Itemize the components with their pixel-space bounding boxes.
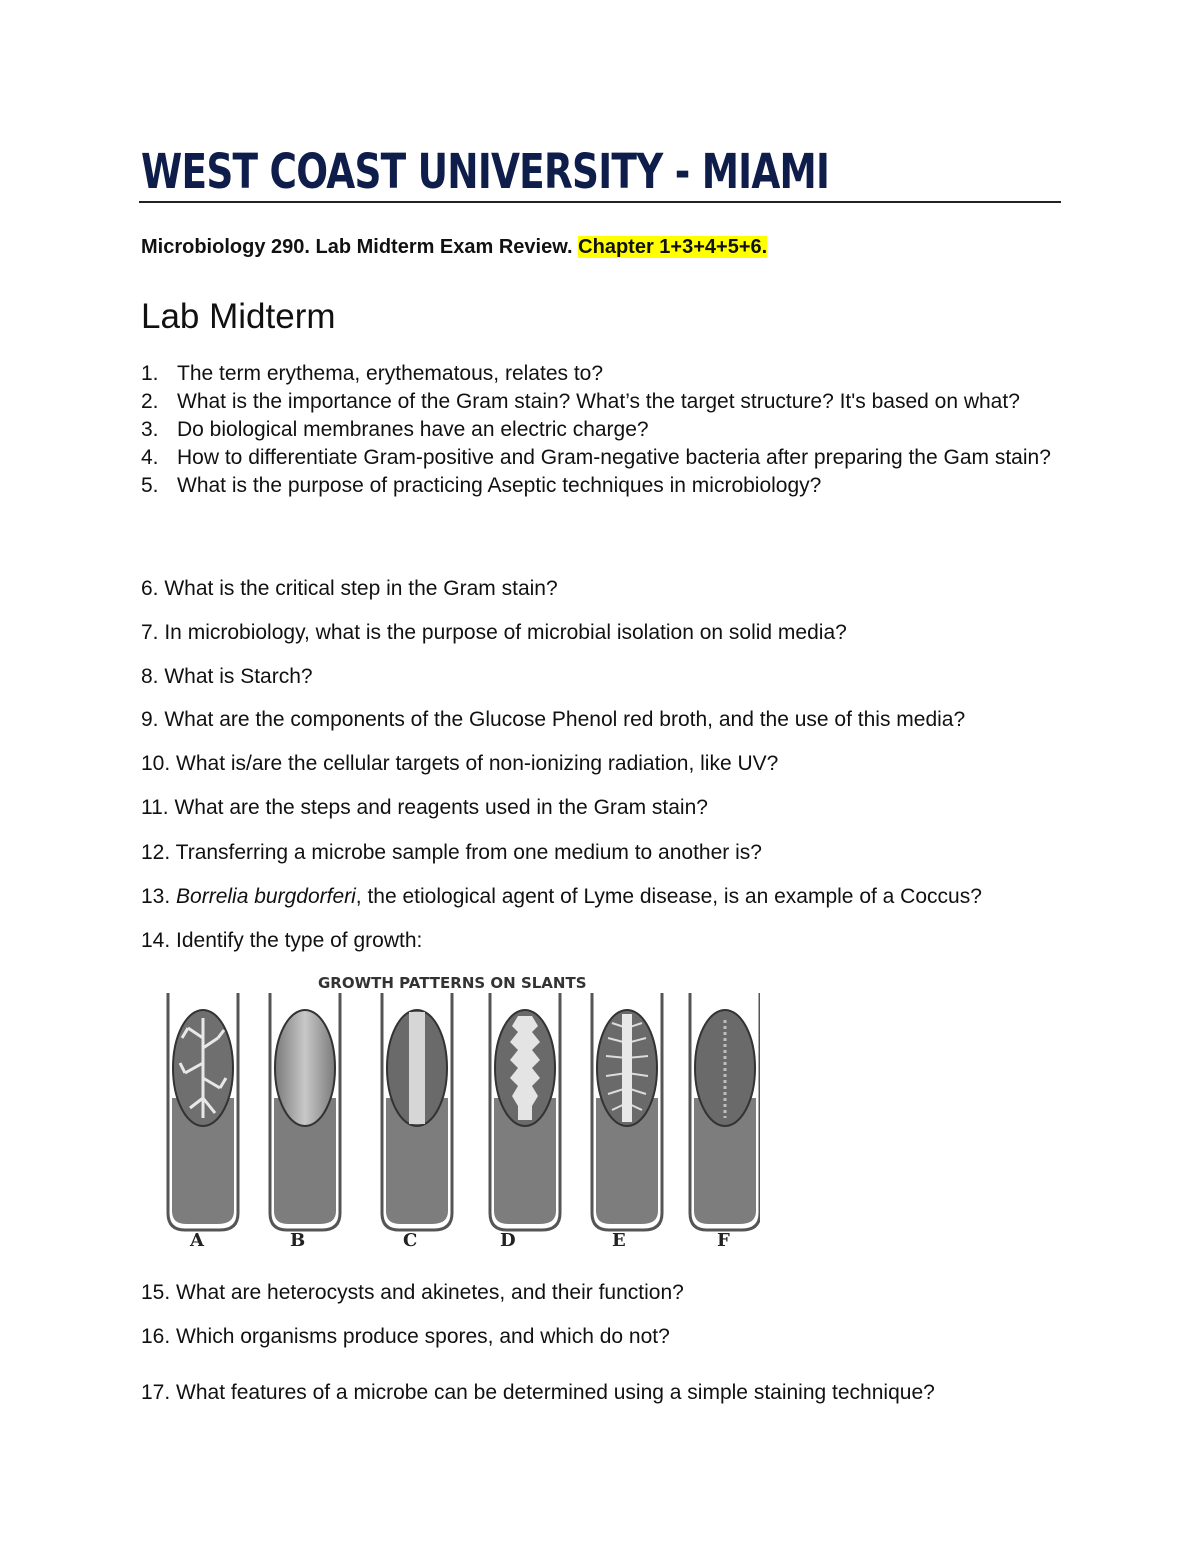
question-item (141, 416, 1061, 444)
question-7: 7. In microbiology, what is the purpose of microbial isolation on solid media? (141, 621, 847, 644)
question-10: 10. What is/are the cellular targets of non-ionizing radiation, like UV? (141, 752, 779, 775)
numbered-question-list (141, 360, 1061, 500)
course-subtitle (141, 232, 767, 262)
question-item (141, 388, 1061, 416)
question-6: 6. What is the critical step in the Gram stain? (141, 577, 558, 600)
question-12: 12. Transferring a microbe sample from one medium to another is? (141, 841, 762, 864)
slant-tube-d (490, 993, 560, 1230)
question-text: Do biological membranes have an electric charge? (177, 418, 649, 441)
slant-tube-f (690, 993, 760, 1230)
slant-tube-b (270, 993, 340, 1230)
question-number: 5. (141, 474, 159, 497)
question-item (141, 472, 1061, 500)
title-divider (139, 201, 1061, 203)
question-14: 14. Identify the type of growth: (141, 929, 423, 952)
tube-label-e: E (612, 1230, 626, 1251)
tube-label-f: F (717, 1230, 730, 1251)
organism-name: Borrelia burgdorferi (176, 885, 356, 908)
question-13 (141, 882, 982, 912)
tube-label-d: D (500, 1230, 516, 1251)
question-item (141, 360, 1061, 388)
slant-tube-a (168, 993, 238, 1230)
tube-label-c: C (403, 1230, 418, 1251)
section-heading: Lab Midterm (141, 297, 336, 336)
question-11: 11. What are the steps and reagents used in the Gram stain? (141, 796, 708, 819)
subtitle-main: Microbiology 290. Lab Midterm Exam Review. (141, 236, 573, 258)
question-number: 2. (141, 390, 159, 413)
question-text: How to differentiate Gram-positive and Gram-negative bacteria after preparing the Gam stain? (177, 446, 1051, 469)
growth-patterns-figure (160, 968, 760, 1258)
question-text: The term erythema, erythematous, relates to? (177, 362, 604, 385)
tube-label-a: A (190, 1230, 204, 1251)
figure-title: GROWTH PATTERNS ON SLANTS (318, 974, 587, 992)
university-title: WEST COAST UNIVERSITY - MIAMI (141, 144, 830, 200)
slant-tube-e (592, 993, 662, 1230)
question-13-number: 13. (141, 885, 177, 908)
question-item (141, 444, 1061, 472)
question-number: 1. (141, 362, 159, 385)
question-15: 15. What are heterocysts and akinetes, and their function? (141, 1281, 684, 1304)
subtitle-highlight: Chapter 1+3+4+5+6. (578, 236, 768, 258)
question-17: 17. What features of a microbe can be determined using a simple staining technique? (141, 1381, 935, 1404)
question-16: 16. Which organisms produce spores, and which do not? (141, 1325, 670, 1348)
question-9: 9. What are the components of the Glucose Phenol red broth, and the use of this media? (141, 708, 966, 731)
question-text: What is the purpose of practicing Aseptic techniques in microbiology? (177, 474, 822, 497)
slant-tube-c (382, 993, 452, 1230)
question-number: 3. (141, 418, 159, 441)
question-number: 4. (141, 446, 159, 469)
question-13-text: , the etiological agent of Lyme disease, is an example of a Coccus? (355, 885, 982, 908)
question-text: What is the importance of the Gram stain? What’s the target structure? It's based on what? (177, 390, 1020, 413)
tube-label-b: B (290, 1230, 306, 1251)
question-8: 8. What is Starch? (141, 665, 313, 688)
